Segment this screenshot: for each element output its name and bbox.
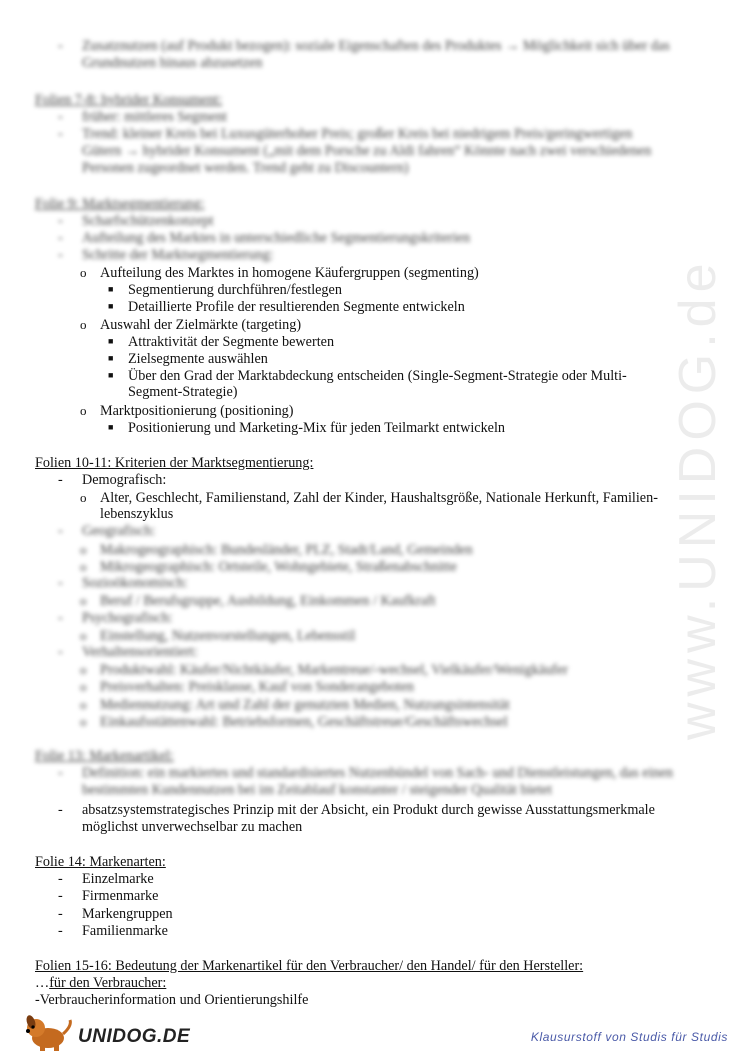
sub-list-item-continuation: lebenszyklus [100,506,174,522]
list-item-continuation: bestimmten Kundennutzen bei im Zeitablauf konstanter / steigender Qualität bietet [82,782,553,798]
sub-heading: …für den Verbraucher: [35,975,167,991]
list-item-continuation: Grundnutzen hinaus abzusetzen [82,55,263,71]
list-item: -Verbraucherinformation und Orientierungshilfe [35,992,309,1008]
list-item: - Trend: kleiner Kreis bei Luxusgüterhoher Preis; großer Kreis bei niedrigem Preis/geringwertigen [58,126,633,142]
sub-list-item: o Auswahl der Zielmärkte (targeting) [80,317,302,333]
list-item-continuation: Personen zugeordnet werden. Trend geht zu Discountern) [82,160,409,176]
list-item-continuation: möglichst unverwechselbar zu machen [82,819,303,835]
section-heading: Folie 14: Markenarten: [35,854,166,870]
section-heading: Folien 7-8: hybrider Konsument: [35,92,223,108]
sub-list-item: o Mediennutzung: Art und Zahl der genutzten Medien, Nutzungsintensität [80,697,510,713]
section-heading: Folie 13: Markenartikel: [35,748,174,764]
sub-sub-list-item: ■ Detaillierte Profile der resultierenden Segmente entwickeln [108,299,465,315]
list-item: - absatzsystemstrategisches Prinzip mit der Absicht, ein Produkt durch gewisse Ausstattungsmerkmale [58,802,655,818]
sub-list-item: o Einstellung, Nutzenvorstellungen, Lebensstil [80,628,356,644]
list-item: - Markengruppen [58,906,173,922]
section-heading: Folien 15-16: Bedeutung der Markenartikel für den Verbraucher/ den Handel/ für den Hersteller: [35,958,584,974]
sub-list-item: o Preisverhalten: Preisklasse, Kauf von Sonderangeboten [80,679,415,695]
watermark: www.UNIDOG.de [669,257,727,740]
list-item: - Aufteilung des Marktes in unterschiedliche Segmentierungskriterien [58,230,471,246]
list-item: - Sozioökonomisch: [58,575,188,591]
list-item: - Scharfschützenkonzept [58,213,214,229]
sub-sub-list-item: ■ Zielsegmente auswählen [108,351,268,367]
sub-list-item: o Aufteilung des Marktes in homogene Käufergruppen (segmenting) [80,265,479,281]
list-item: - früher: mittleres Segment [58,109,227,125]
sub-list-item: o Marktpositionierung (positioning) [80,403,294,419]
sub-sub-list-item: ■ Attraktivität der Segmente bewerten [108,334,335,350]
sub-list-item: o Produktwahl: Käufer/Nichtkäufer, Markentreue/-wechsel, Vielkäufer/Wenigkäufer [80,662,568,678]
sub-sub-list-item: ■ Segmentierung durchführen/festlegen [108,282,342,298]
list-item: - Einzelmarke [58,871,154,887]
list-item: - Definition: ein markiertes und standardisiertes Nutzenbündel von Sach- und Dienstleistungen, das einen [58,765,673,781]
dog-mascot-icon [22,1012,78,1052]
sub-list-item: o Makrogeographisch: Bundesländer, PLZ, Stadt/Land, Gemeinden [80,542,473,558]
sub-list-item: o Beruf / Berufsgruppe, Ausbildung, Einkommen / Kaufkraft [80,593,436,609]
list-item: - Psychografisch: [58,610,173,626]
list-item: - Familienmarke [58,923,168,939]
list-item: - Firmenmarke [58,888,159,904]
list-item: - Demografisch: [58,472,167,488]
sub-sub-list-item: ■ Über den Grad der Marktabdeckung entscheiden (Single-Segment-Strategie oder Multi- [108,368,627,384]
list-item: - Verhaltensorientiert: [58,644,198,660]
list-item: - Zusatznutzen (auf Produkt bezogen): soziale Eigenschaften des Produktes → Möglichkeit sich über das [58,38,670,54]
sub-list-item: o Alter, Geschlecht, Familienstand, Zahl der Kinder, Haushaltsgröße, Nationale Herkunft, Familien- [80,490,658,506]
section-heading: Folie 9: Marktsegmentierung: [35,196,205,212]
list-item: - Schritte der Marktsegmentierung: [58,247,274,263]
footer-tagline: Klausurstoff von Studis für Studis [530,1030,728,1044]
list-item-continuation: Gütern → hybrider Konsument („mit dem Porsche zu Aldi fahren“ Könnte nach zwei verschiedenen [82,143,652,159]
section-heading: Folien 10-11: Kriterien der Marktsegmentierung: [35,455,314,471]
sub-list-item: o Einkaufsstättenwahl: Betriebsformen, Geschäftstreue/Geschäftswechsel [80,714,508,730]
sub-sub-list-item: ■ Positionierung und Marketing-Mix für jeden Teilmarkt entwickeln [108,420,505,436]
list-item: - Geografisch: [58,523,156,539]
logo-text: UNIDOG.DE [78,1026,191,1047]
sub-list-item: o Mikrogeographisch: Ortsteile, Wohngebiete, Straßenabschnitte [80,559,457,575]
sub-sub-list-item-continuation: Segment-Strategie) [128,384,238,400]
unidog-logo [22,1012,191,1052]
